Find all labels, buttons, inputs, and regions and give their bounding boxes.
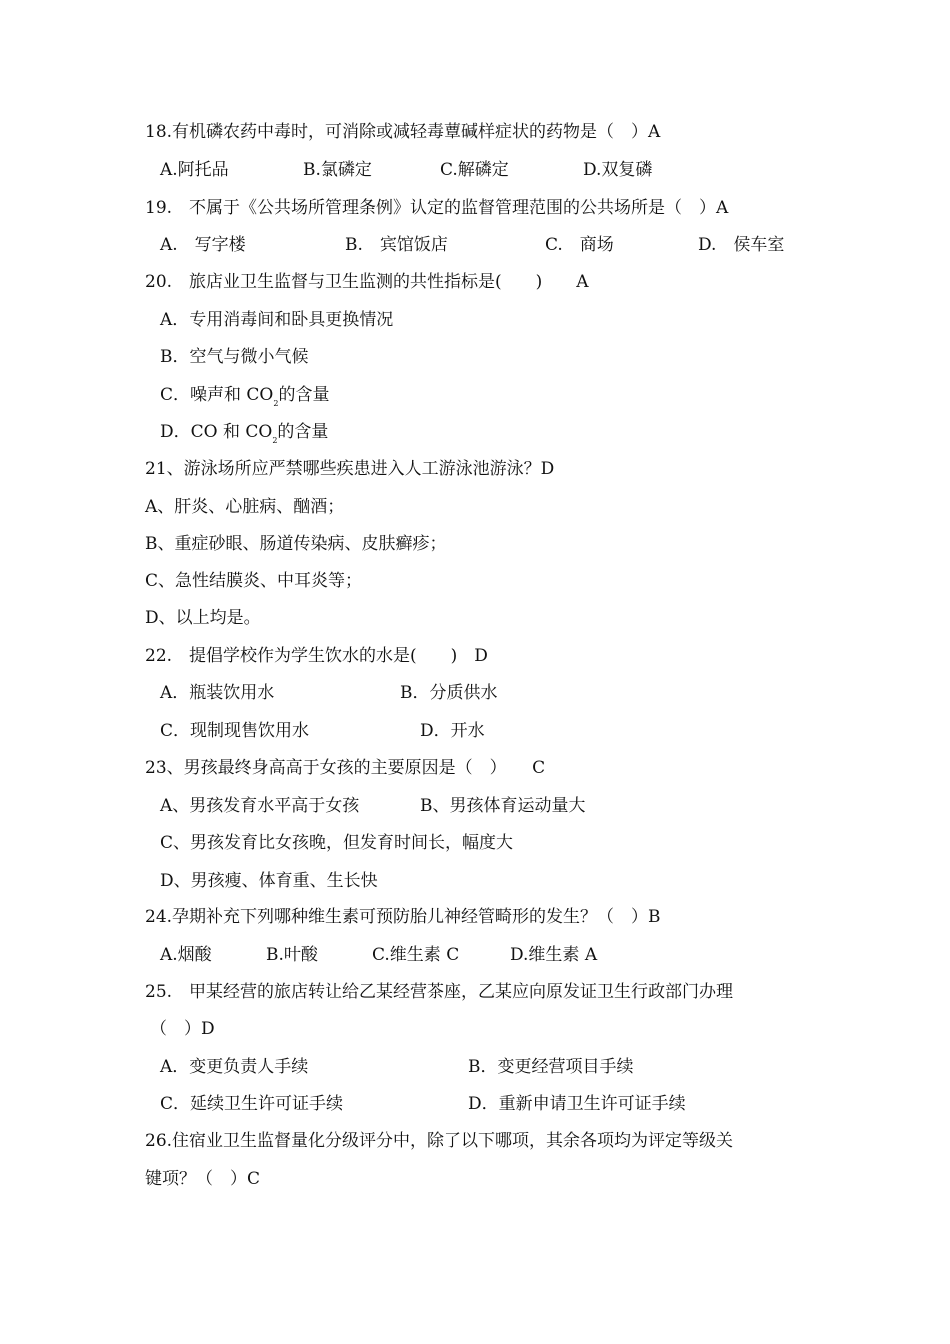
option-d: D.维生素 A — [510, 945, 598, 965]
option-b: B．分质供水 — [400, 683, 498, 703]
question-24-stem: 24.孕期补充下列哪种维生素可预防胎儿神经管畸形的发生？（ ）B — [145, 907, 661, 927]
option-a: A、男孩发育水平高于女孩 — [160, 796, 360, 816]
question-20-option-d — [160, 421, 328, 452]
question-21-option-a: A、肝炎、心脏病、酗酒； — [145, 497, 345, 517]
option-d-text: D．CO 和 CO — [160, 422, 273, 442]
question-23-option-d: D、男孩瘦、体育重、生长快 — [160, 871, 378, 891]
question-22-stem: 22. 提倡学校作为学生饮水的水是( ) D — [145, 646, 488, 666]
option-c: C. 商场 — [545, 235, 614, 255]
option-a: A.阿托品 — [160, 160, 229, 180]
question-25-stem: 25. 甲某经营的旅店转让给乙某经营茶座，乙某应向原发证卫生行政部门办理 — [145, 982, 734, 1002]
question-19-stem: 19. 不属于《公共场所管理条例》认定的监督管理范围的公共场所是（ ）A — [145, 198, 729, 218]
option-c: C．延续卫生许可证手续 — [160, 1094, 344, 1114]
question-21-stem: 21、游泳场所应严禁哪些疾患进入人工游泳池游泳？D — [145, 459, 555, 479]
option-b: B.氯磷定 — [303, 160, 372, 180]
question-20-stem: 20. 旅店业卫生监督与卫生监测的共性指标是( ) A — [145, 272, 589, 292]
question-20-option-b: B．空气与微小气候 — [160, 347, 309, 367]
question-18-stem: 18.有机磷农药中毒时，可消除或减轻毒蕈碱样症状的药物是（ ）A — [145, 122, 661, 142]
option-a: A．瓶装饮用水 — [160, 683, 275, 703]
option-a: A．变更负责人手续 — [160, 1057, 309, 1077]
question-21-option-d: D、以上均是。 — [145, 608, 261, 628]
question-20-option-c — [160, 384, 329, 415]
option-d-text-end: 的含量 — [277, 422, 329, 442]
option-b: B. 宾馆饭店 — [345, 235, 448, 255]
question-20-option-a: A．专用消毒间和卧具更换情况 — [160, 310, 394, 330]
question-25-stem-cont: （ ）D — [150, 1019, 215, 1039]
subscript: 2 — [272, 436, 278, 445]
option-d: D.双复磷 — [583, 160, 653, 180]
question-23-stem: 23、男孩最终身高高于女孩的主要原因是（ ） C — [145, 758, 546, 778]
question-26-stem-cont: 键项？（ ）C — [145, 1169, 261, 1189]
subscript: 2 — [273, 399, 279, 408]
option-b: B.叶酸 — [266, 945, 318, 965]
option-d: D. 侯车室 — [698, 235, 785, 255]
option-c: C.解磷定 — [440, 160, 509, 180]
option-d: D．开水 — [420, 721, 485, 741]
option-c-text-end: 的含量 — [278, 385, 330, 405]
option-c: C．现制现售饮用水 — [160, 721, 310, 741]
option-a: A. 写字楼 — [160, 235, 246, 255]
option-b: B、男孩体育运动量大 — [420, 796, 586, 816]
option-d: D．重新申请卫生许可证手续 — [468, 1094, 686, 1114]
question-23-option-c: C、男孩发育比女孩晚，但发育时间长，幅度大 — [160, 833, 514, 853]
question-21-option-c: C、急性结膜炎、中耳炎等； — [145, 571, 363, 591]
option-b: B．变更经营项目手续 — [468, 1057, 634, 1077]
option-a: A.烟酸 — [160, 945, 212, 965]
option-c-text: C．噪声和 CO — [160, 385, 274, 405]
question-21-option-b: B、重症砂眼、肠道传染病、皮肤癣疹； — [145, 534, 447, 554]
question-26-stem: 26.住宿业卫生监督量化分级评分中，除了以下哪项，其余各项均为评定等级关 — [145, 1131, 734, 1151]
option-c: C.维生素 C — [372, 945, 460, 965]
